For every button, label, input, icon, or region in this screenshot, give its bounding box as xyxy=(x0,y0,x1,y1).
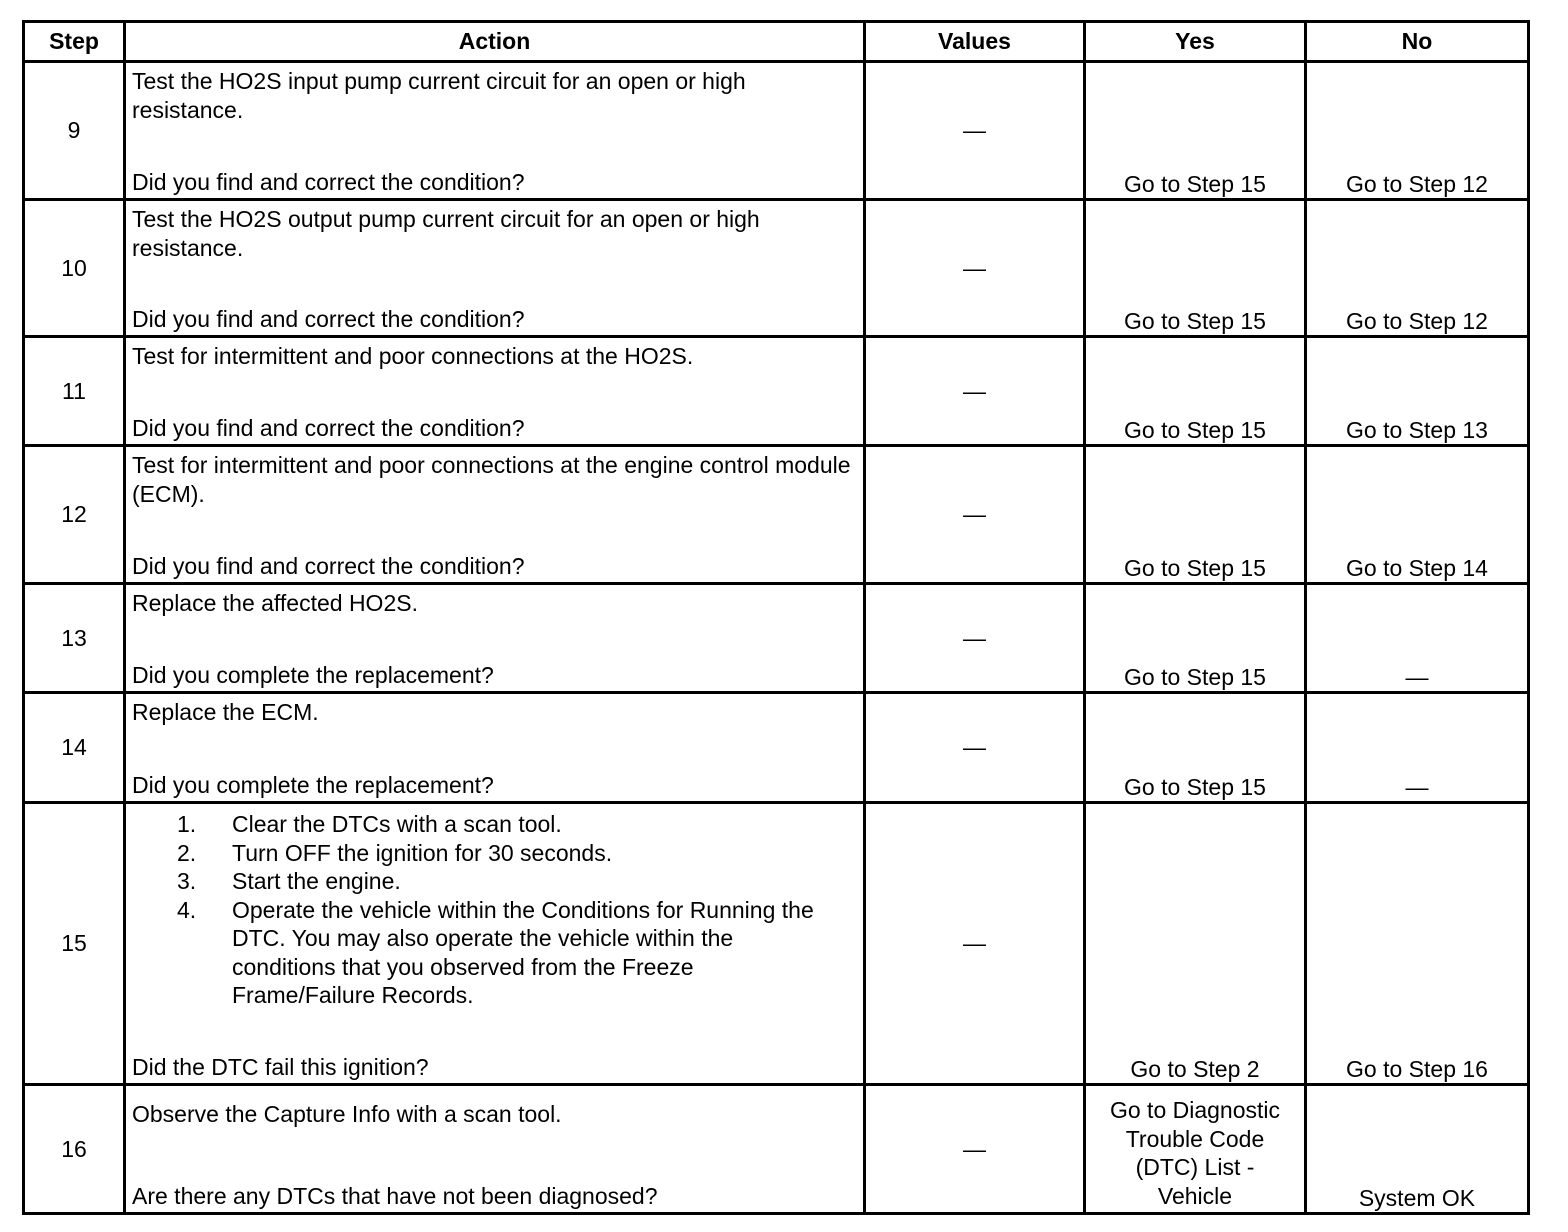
substep-number: 2. xyxy=(177,839,197,866)
action-instruction: Test the HO2S input pump current circuit for an open or high resistance. xyxy=(132,68,746,123)
substep-item xyxy=(132,839,857,868)
no-cell: Go to Step 12 xyxy=(1306,200,1529,337)
step-number: 11 xyxy=(24,337,125,446)
substep-number: 4. xyxy=(177,896,197,923)
step-number: 9 xyxy=(24,62,125,200)
action-instruction: Test for intermittent and poor connections at the engine control module (ECM). xyxy=(132,452,851,507)
table-row xyxy=(24,584,1529,693)
action-question: Are there any DTCs that have not been diagnosed? xyxy=(132,1182,658,1209)
no-cell: — xyxy=(1306,584,1529,693)
yes-cell: Go to Step 15 xyxy=(1085,693,1306,803)
table-row xyxy=(24,337,1529,446)
header-no: No xyxy=(1306,22,1529,62)
table-row xyxy=(24,693,1529,803)
diagnostic-table xyxy=(22,20,1530,1215)
action-cell xyxy=(125,584,865,693)
no-cell: Go to Step 13 xyxy=(1306,337,1529,446)
yes-cell: Go to Step 15 xyxy=(1085,584,1306,693)
yes-cell: Go to Step 2 xyxy=(1085,803,1306,1085)
action-question: Did you complete the replacement? xyxy=(132,771,494,798)
step-number: 12 xyxy=(24,446,125,584)
header-row xyxy=(24,22,1529,62)
values-cell: — xyxy=(865,803,1085,1085)
action-question: Did you find and correct the condition? xyxy=(132,414,525,441)
action-question: Did you find and correct the condition? xyxy=(132,305,525,332)
yes-cell: Go to Step 15 xyxy=(1085,200,1306,337)
table-row xyxy=(24,803,1529,1085)
step-number: 10 xyxy=(24,200,125,337)
yes-cell: Go to Step 15 xyxy=(1085,446,1306,584)
action-instruction: Observe the Capture Info with a scan tool. xyxy=(132,1101,562,1127)
substep-text: Turn OFF the ignition for 30 seconds. xyxy=(232,839,613,866)
action-cell xyxy=(125,62,865,200)
yes-cell: Go to Step 15 xyxy=(1085,62,1306,200)
values-cell: — xyxy=(865,62,1085,200)
values-cell: — xyxy=(865,1085,1085,1214)
header-values: Values xyxy=(865,22,1085,62)
action-cell xyxy=(125,446,865,584)
header-action: Action xyxy=(125,22,865,62)
yes-cell: Go to Step 15 xyxy=(1085,337,1306,446)
action-question: Did you complete the replacement? xyxy=(132,661,494,688)
action-question: Did the DTC fail this ignition? xyxy=(132,1053,429,1080)
no-cell: System OK xyxy=(1306,1085,1529,1214)
header-yes: Yes xyxy=(1085,22,1306,62)
action-instruction: Test for intermittent and poor connections at the HO2S. xyxy=(132,343,694,369)
step-number: 13 xyxy=(24,584,125,693)
action-instruction: Test the HO2S output pump current circuit for an open or high resistance. xyxy=(132,206,760,261)
substep-item xyxy=(132,896,857,1010)
yes-cell: Go to Diagnostic Trouble Code (DTC) List - Vehicle xyxy=(1085,1085,1306,1214)
table-row xyxy=(24,62,1529,200)
header-step: Step xyxy=(24,22,125,62)
substep-item xyxy=(132,810,857,839)
step-number: 15 xyxy=(24,803,125,1085)
substep-text: Operate the vehicle within the Conditions for Running the DTC. You may also operate the vehicle within the conditions that you observed from the Freeze Frame/Failure Records. xyxy=(232,896,814,1008)
no-cell: Go to Step 14 xyxy=(1306,446,1529,584)
action-cell xyxy=(125,337,865,446)
action-cell xyxy=(125,1085,865,1214)
table-row xyxy=(24,1085,1529,1214)
values-cell: — xyxy=(865,693,1085,803)
action-question: Did you find and correct the condition? xyxy=(132,168,525,195)
no-cell: — xyxy=(1306,693,1529,803)
table-row xyxy=(24,200,1529,337)
action-instruction: Replace the ECM. xyxy=(132,699,319,725)
substep-item xyxy=(132,867,857,896)
values-cell: — xyxy=(865,446,1085,584)
action-instruction: Replace the affected HO2S. xyxy=(132,590,418,616)
action-cell xyxy=(125,693,865,803)
step-number: 16 xyxy=(24,1085,125,1214)
action-question: Did you find and correct the condition? xyxy=(132,552,525,579)
no-cell: Go to Step 16 xyxy=(1306,803,1529,1085)
substep-number: 3. xyxy=(177,868,197,894)
substep-number: 1. xyxy=(177,811,197,837)
values-cell: — xyxy=(865,200,1085,337)
table-row xyxy=(24,446,1529,584)
values-cell: — xyxy=(865,337,1085,446)
substep-text: Start the engine. xyxy=(232,868,401,894)
substep-text: Clear the DTCs with a scan tool. xyxy=(232,811,562,837)
substep-list xyxy=(132,810,857,1010)
no-cell: Go to Step 12 xyxy=(1306,62,1529,200)
action-cell xyxy=(125,803,865,1085)
action-cell xyxy=(125,200,865,337)
step-number: 14 xyxy=(24,693,125,803)
values-cell: — xyxy=(865,584,1085,693)
